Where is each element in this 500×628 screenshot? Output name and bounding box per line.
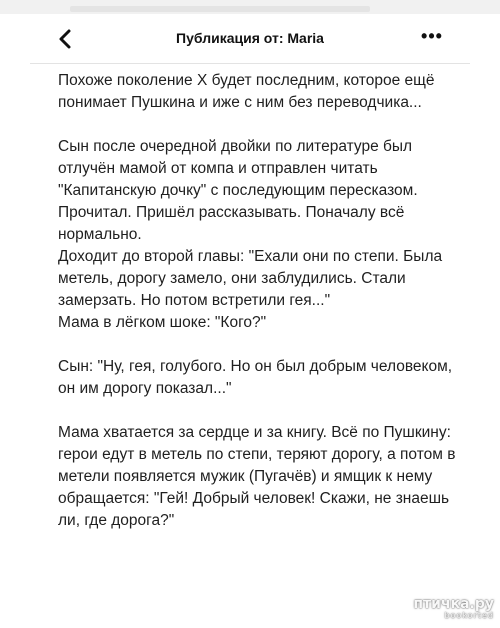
watermark-sub: bookorted <box>444 611 494 620</box>
post-paragraph: Сын: "Ну, гея, голубого. Но он был добрым человеком, он им дорогу показал..." <box>58 358 453 397</box>
post-paragraph: Мама в лёгком шоке: "Кого?" <box>58 314 267 331</box>
watermark-main: птичка.ру <box>413 596 494 612</box>
top-strip-bar <box>70 6 370 12</box>
paragraph-gap <box>58 334 458 356</box>
post-paragraph: Доходит до второй главы: "Ехали они по степи. Была метель, дорогу замело, они заблудились. Стали замерзать. Но потом встретили гея..." <box>58 248 443 309</box>
watermark <box>413 597 494 620</box>
post-body <box>58 70 458 532</box>
paragraph-gap <box>58 400 458 422</box>
post-paragraph: Мама хватается за сердце и за книгу. Всё по Пушкину: герои едут в метель по степи, теряют дорогу, а потом в метели появляется мужик (Пугачёв) и ямщик к нему обращается: "Гей! Добрый человек! Скажи, не знаешь ли, где дорога?" <box>58 424 456 529</box>
page-title: Публикация от: Maria <box>176 30 324 46</box>
top-strip <box>0 0 500 14</box>
post-paragraph: Прочитал. Пришёл рассказывать. Поначалу всё нормально. <box>58 204 405 243</box>
post-paragraph: Похоже поколение Х будет последним, которое ещё понимает Пушкина и иже с ним без переводчика... <box>58 72 435 111</box>
nav-bar <box>30 14 470 64</box>
more-options-button[interactable] <box>418 26 446 50</box>
post-paragraph: Сын после очередной двойки по литературе был отлучён мамой от компа и отправлен читать "Капитанскую дочку" с последующим пересказом. <box>58 138 418 199</box>
paragraph-gap <box>58 114 458 136</box>
ellipsis-icon: ••• <box>421 26 443 46</box>
